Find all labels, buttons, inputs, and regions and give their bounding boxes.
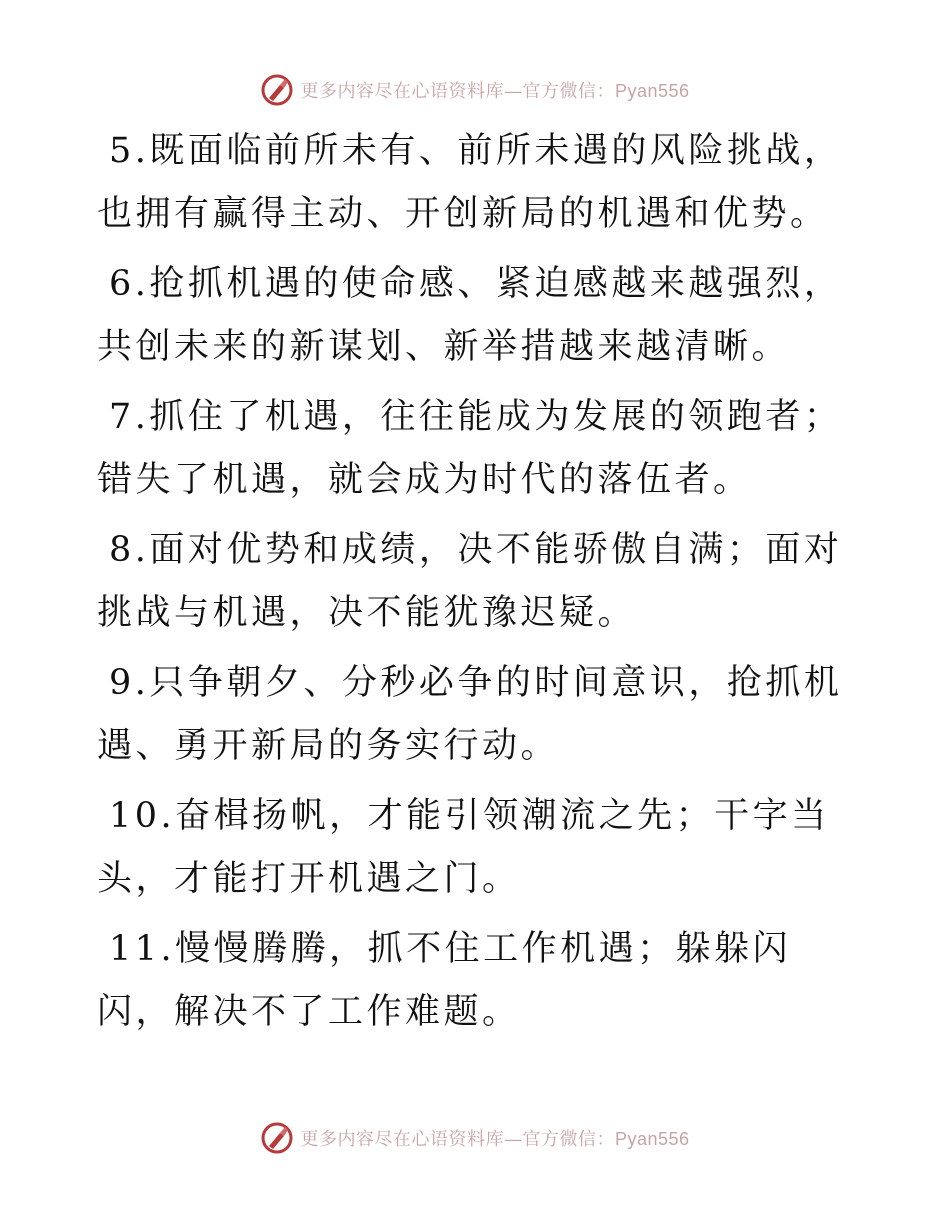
list-item: 10.奋楫扬帆，才能引领潮流之先；干字当头，才能打开机遇之门。 bbox=[97, 796, 830, 899]
list-item: 5.既面临前所未有、前所未遇的风险挑战，也拥有赢得主动、开创新局的机遇和优势。 bbox=[97, 131, 843, 234]
pen-logo-icon bbox=[260, 1121, 294, 1155]
watermark-text: 更多内容尽在心语资料库—官方微信：Pyan556 bbox=[300, 1129, 690, 1150]
list-item: 11.慢慢腾腾，抓不住工作机遇；躲躲闪闪，解决不了工作难题。 bbox=[97, 929, 792, 1032]
pen-logo-icon bbox=[260, 73, 294, 107]
document-body bbox=[97, 120, 857, 1051]
footer-watermark bbox=[0, 1118, 950, 1158]
list-item: 6.抢抓机遇的使命感、紧迫感越来越强烈，共创未来的新谋划、新举措越来越清晰。 bbox=[97, 264, 843, 367]
list-item: 8.面对优势和成绩，决不能骄傲自满；面对挑战与机遇，决不能犹豫迟疑。 bbox=[97, 530, 843, 633]
list-item: 9.只争朝夕、分秒必争的时间意识，抢抓机遇、勇开新局的务实行动。 bbox=[97, 663, 843, 766]
watermark-text: 更多内容尽在心语资料库—官方微信：Pyan556 bbox=[300, 81, 690, 102]
list-item: 7.抓住了机遇，往往能成为发展的领跑者；错失了机遇，就会成为时代的落伍者。 bbox=[97, 397, 843, 500]
header-watermark bbox=[0, 70, 950, 110]
